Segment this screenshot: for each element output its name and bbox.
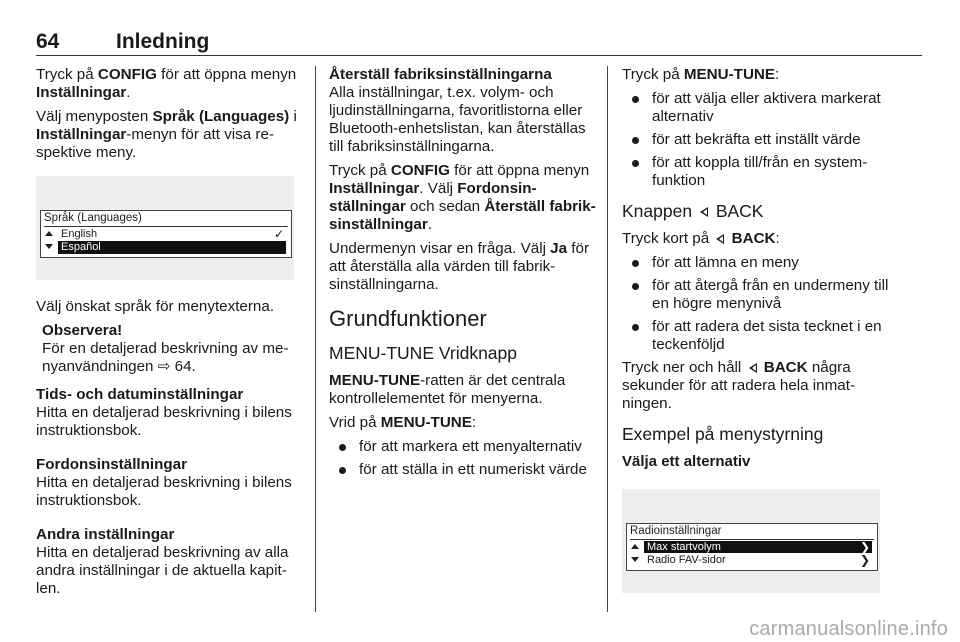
column-3: [622, 66, 890, 611]
column-2: [329, 66, 597, 484]
turn-list: [329, 438, 597, 479]
paragraph-menu-tune: MENU-TUNE-ratten är det centrala kontrollelementet för menyerna.: [329, 372, 566, 407]
section-text-other: Hitta en detaljerad beskrivning av alla andra inställningar i de aktuella kapitlen.: [36, 544, 289, 597]
paragraph-turn: Vrid på MENU-TUNE:: [329, 414, 477, 431]
page-number: 64: [36, 30, 60, 53]
menu-item-english: [44, 228, 288, 240]
heading-select-option: Välja ett alternativ: [622, 453, 751, 470]
bullet-icon: [632, 283, 639, 290]
column-divider-2: [607, 66, 608, 612]
heading-back-button: Knappen BACK: [622, 201, 764, 221]
chapter-title: Inledning: [116, 30, 210, 53]
list-item: för att markera ett menyalternativ: [329, 438, 597, 456]
scroll-up-icon: [631, 544, 639, 549]
bullet-icon: [632, 96, 639, 103]
heading-basic-functions: Grundfunktioner: [329, 306, 487, 331]
paragraph-reset-steps: Tryck på CONFIG för att öppna menyn Inställningar. Välj Fordonsinställningar och sedan Återställ fabriksinställningar.: [329, 162, 596, 233]
menu-panel: [40, 210, 292, 258]
scroll-up-icon: [45, 231, 53, 236]
menu-title: Radioinställningar: [630, 525, 722, 537]
paragraph-back-hold: Tryck ner och håll BACK några sekunder för att radera hela inmatningen.: [622, 359, 856, 412]
language-menu-screenshot: [36, 176, 294, 280]
paragraph-press: Tryck på MENU-TUNE:: [622, 66, 780, 83]
section-text-factory-reset: Alla inställningar, t.ex. volym- och ljudinställningarna, favoritlistorna eller Bluetooth-enhetslistan, kan återställas till fabriksinställningarna.: [329, 84, 586, 155]
paragraph-language: Välj menyposten Språk (Languages) i Inställningar-menyn för att visa respektive meny.: [36, 108, 297, 161]
scroll-down-icon: [45, 244, 53, 249]
scroll-down-icon: [631, 557, 639, 562]
list-item: för att lämna en meny: [622, 254, 890, 272]
list-item: för att återgå från en undermeny till en högre menynivå: [622, 277, 890, 313]
list-item: för att koppla till/från en systemfunktion: [622, 154, 890, 190]
column-divider-1: [315, 66, 316, 612]
menu-item-label-selected: Max startvolym: [644, 541, 872, 553]
note-box: [42, 322, 304, 376]
bullet-icon: [632, 137, 639, 144]
list-item: för att bekräfta ett inställt värde: [622, 131, 890, 149]
note-text: För en detaljerad beskrivning av menyanvändningen ⇨ 64.: [42, 340, 289, 375]
bullet-icon: [339, 467, 346, 474]
menu-item-radio-fav: [630, 554, 874, 567]
list-item: för att ställa in ett numeriskt värde: [329, 461, 597, 479]
menu-title-rule: [44, 226, 288, 227]
back-icon: [716, 234, 724, 244]
bullet-icon: [632, 260, 639, 267]
bullet-icon: [632, 160, 639, 167]
bullet-icon: [339, 444, 346, 451]
column-1: [36, 66, 304, 604]
watermark: carmanualsonline.info: [749, 618, 948, 640]
section-text-vehicle: Hitta en detaljerad beskrivning i bilens instruktionsbok.: [36, 474, 292, 509]
page-ref-icon: ⇨: [157, 358, 175, 375]
bullet-icon: [632, 324, 639, 331]
radio-settings-screenshot: [622, 489, 880, 593]
back-icon: [700, 207, 708, 217]
menu-item-label: English: [61, 228, 98, 240]
press-list: [622, 90, 890, 190]
back-list: [622, 254, 890, 354]
menu-title: Språk (Languages): [44, 212, 142, 224]
menu-item-label-selected: Español: [58, 241, 286, 254]
back-icon: [749, 363, 757, 373]
section-head-vehicle: Fordonsinställningar: [36, 456, 188, 473]
menu-panel: [626, 523, 878, 571]
heading-menu-tune: MENU-TUNE Vridknapp: [329, 343, 518, 363]
paragraph-choose-language: Välj önskat språk för menytexterna.: [36, 298, 275, 315]
section-head-factory-reset: Återställ fabriksinställningarna: [329, 66, 552, 83]
menu-item-label: Radio FAV-sidor: [647, 554, 726, 566]
paragraph-reset-confirm: Undermenyn visar en fråga. Välj Ja för att återställa alla värden till fabriksinställningarna.: [329, 240, 590, 293]
note-title: Observera!: [42, 322, 123, 339]
list-item: för att radera det sista tecknet i en teckenföljd: [622, 318, 890, 354]
menu-title-rule: [630, 539, 874, 540]
menu-item-espanol: [44, 241, 288, 254]
menu-item-max-volume: [630, 541, 874, 553]
section-text-time-date: Hitta en detaljerad beskrivning i bilens instruktionsbok.: [36, 404, 292, 439]
header-rule: [36, 55, 922, 56]
checkmark-icon: ✓: [273, 227, 284, 241]
section-head-other: Andra inställningar: [36, 526, 175, 543]
heading-menu-example: Exempel på menystyrning: [622, 424, 824, 444]
section-head-time-date: Tids- och datuminställningar: [36, 386, 244, 403]
chevron-right-icon: ❯: [859, 553, 870, 567]
chevron-right-icon: ❯: [859, 540, 870, 554]
paragraph-back-short: Tryck kort på BACK:: [622, 230, 780, 247]
paragraph-config: Tryck på CONFIG för att öppna menyn Inställningar.: [36, 66, 297, 101]
list-item: för att välja eller aktivera markerat alternativ: [622, 90, 890, 126]
